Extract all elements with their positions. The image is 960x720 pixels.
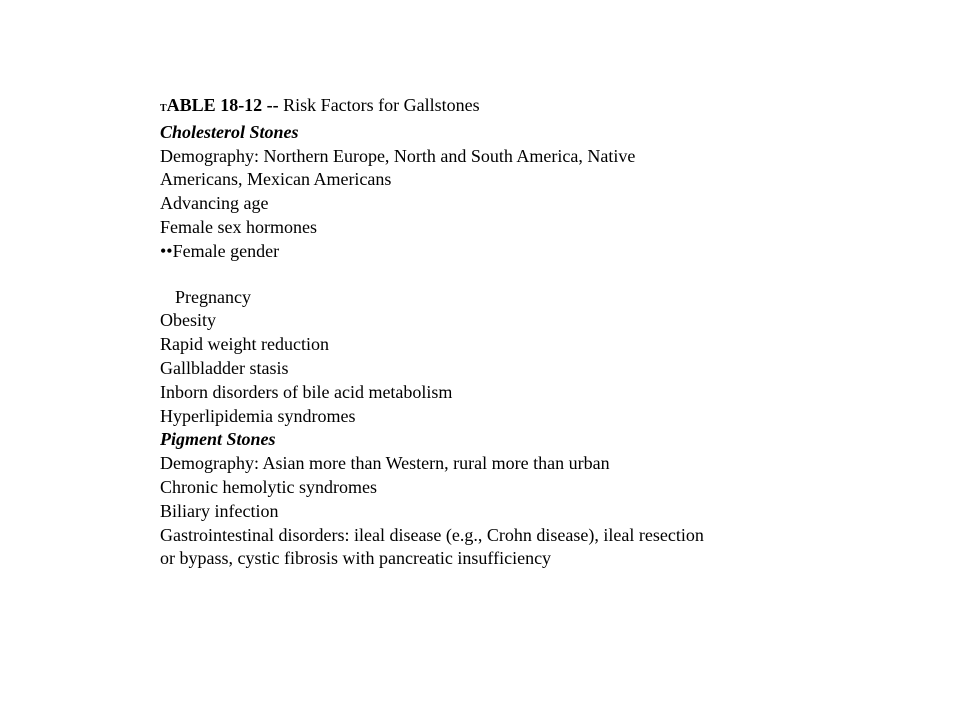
list-item: Advancing age xyxy=(160,193,269,214)
list-item: Chronic hemolytic syndromes xyxy=(160,476,377,497)
list-item: Rapid weight reduction xyxy=(160,334,329,355)
list-item: or bypass, cystic fibrosis with pancreatic insufficiency xyxy=(160,548,552,569)
section-heading-cholesterol: Cholesterol Stones xyxy=(160,121,299,142)
list-item: Inborn disorders of bile acid metabolism xyxy=(160,381,453,402)
spacer xyxy=(160,264,860,286)
list-item: Hyperlipidemia syndromes xyxy=(160,405,356,426)
document-page xyxy=(160,94,860,571)
section-heading-pigment: Pigment Stones xyxy=(160,429,276,450)
list-item: Female sex hormones xyxy=(160,216,317,237)
list-item: Biliary infection xyxy=(160,500,279,521)
title-label: ABLE 18-12 -- xyxy=(166,95,279,115)
list-item: Gallbladder stasis xyxy=(160,357,289,378)
list-item: Demography: Asian more than Western, rural more than urban xyxy=(160,453,610,474)
list-item: Pregnancy xyxy=(175,286,251,307)
list-item: ••Female gender xyxy=(160,240,280,261)
list-item: Obesity xyxy=(160,310,216,331)
list-item: Demography: Northern Europe, North and South America, Native xyxy=(160,145,636,166)
title-prefix: T xyxy=(160,103,167,114)
list-item: Gastrointestinal disorders: ileal disease (e.g., Crohn disease), ileal resection xyxy=(160,524,704,545)
list-item: Americans, Mexican Americans xyxy=(160,169,392,190)
title-caption: Risk Factors for Gallstones xyxy=(278,95,480,115)
table-title xyxy=(160,94,860,121)
